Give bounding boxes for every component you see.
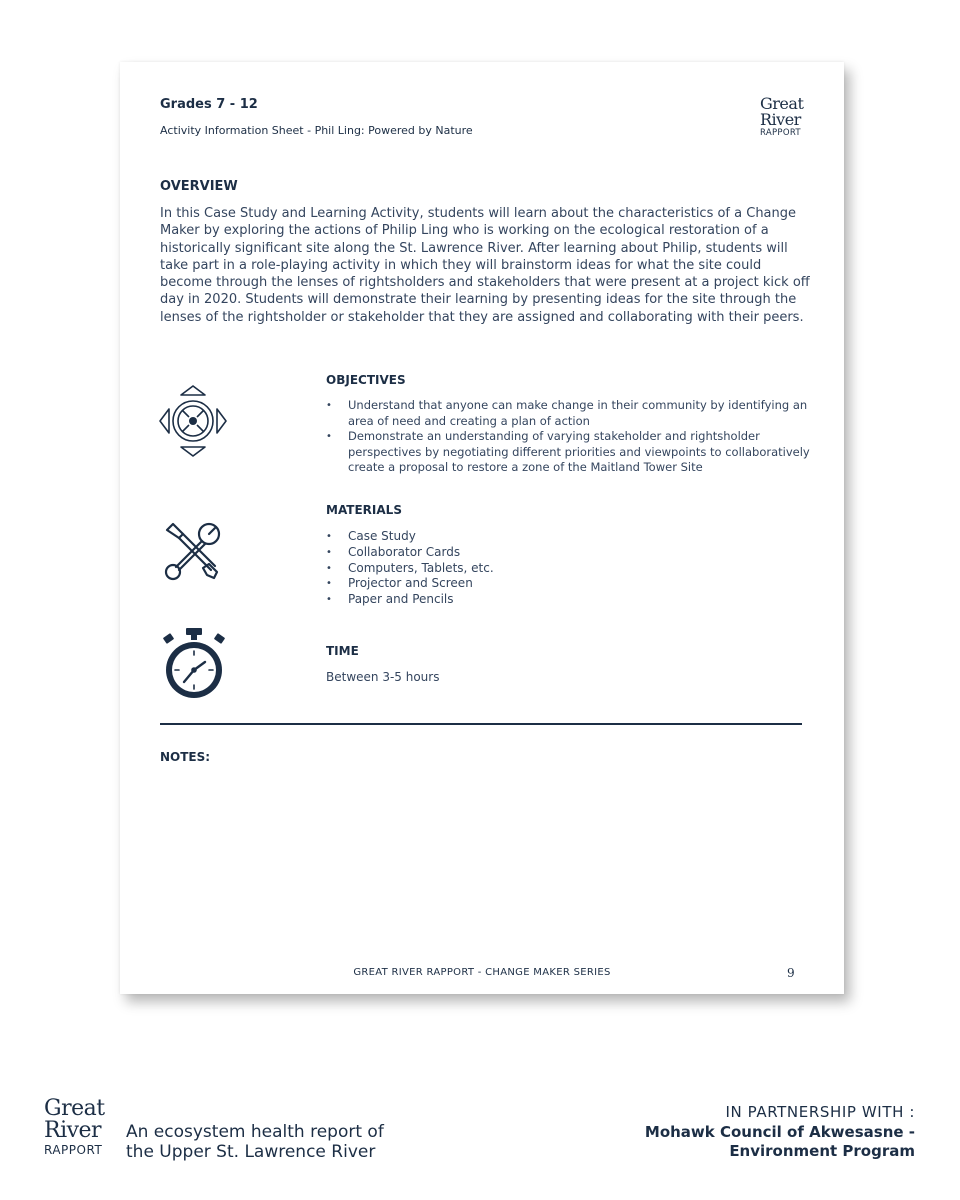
time-heading: TIME: [326, 644, 359, 658]
list-item: • Paper and Pencils: [326, 592, 726, 608]
great-river-rapport-logo: [760, 96, 803, 138]
partnership-label: IN PARTNERSHIP WITH :: [725, 1103, 915, 1121]
divider: [160, 723, 802, 725]
logo-word-great: Great: [760, 94, 804, 113]
logo-word-great: Great: [44, 1096, 105, 1121]
notes-label: NOTES:: [160, 750, 211, 764]
partner-org-line-2: Environment Program: [729, 1142, 915, 1160]
bottom-great-river-rapport-logo: [44, 1098, 105, 1156]
wrench-screwdriver-icon: [162, 520, 224, 582]
logo-word-rapport: RAPPORT: [760, 128, 801, 138]
list-item: • Case Study: [326, 529, 726, 545]
logo-word-river: River: [44, 1118, 102, 1143]
overview-text: In this Case Study and Learning Activity, students will learn about the characteristics of a Change Maker by exploring the actions of Philip Ling who is working on the ecological restoration of a historically significant site along the St. Lawrence River. After learning about Philip, students will take part in a role-playing activity in which they will brainstorm ideas for what the site could become through the lenses of rightsholders and stakeholders that were present at a project kick off day in 2020. Students will demonstrate their learning by presenting ideas for the site through the lenses of the rightsholder or stakeholder that they are assigned and collaborating with their peers.: [160, 206, 810, 325]
materials-heading: MATERIALS: [326, 503, 402, 517]
list-item: • Understand that anyone can make change in their community by identifying an area of need and creating a plan of action: [326, 398, 816, 429]
objectives-list: [326, 398, 816, 476]
logo-word-rapport: RAPPORT: [44, 1143, 103, 1157]
objectives-heading: OBJECTIVES: [326, 373, 406, 387]
logo-word-river: River: [760, 110, 801, 129]
tagline-line-1: An ecosystem health report of: [126, 1122, 384, 1142]
stopwatch-icon: [160, 626, 228, 702]
time-value: Between 3-5 hours: [326, 670, 440, 684]
tagline-line-2: the Upper St. Lawrence River: [126, 1142, 376, 1162]
partnership-credit: [645, 1103, 915, 1162]
sheet-subtitle: Activity Information Sheet - Phil Ling: Powered by Nature: [160, 124, 473, 137]
page-footer: GREAT RIVER RAPPORT - CHANGE MAKER SERIES: [353, 967, 611, 978]
list-item: • Computers, Tablets, etc.: [326, 561, 726, 577]
grade-level: Grades 7 - 12: [160, 97, 258, 112]
list-item: • Projector and Screen: [326, 576, 726, 592]
compass-target-icon: [158, 384, 228, 458]
list-item: • Demonstrate an understanding of varying stakeholder and rightsholder perspectives by negotiating different priorities and viewpoints to collaboratively create a proposal to restore a zone of the Maitland Tower Site: [326, 429, 816, 476]
overview-heading: OVERVIEW: [160, 179, 238, 194]
tagline: [126, 1122, 384, 1162]
partner-org-line-1: Mohawk Council of Akwesasne -: [644, 1122, 915, 1141]
list-item: • Collaborator Cards: [326, 545, 726, 561]
materials-list: [326, 529, 726, 608]
page-number: 9: [787, 966, 795, 980]
document-page: [120, 62, 844, 994]
